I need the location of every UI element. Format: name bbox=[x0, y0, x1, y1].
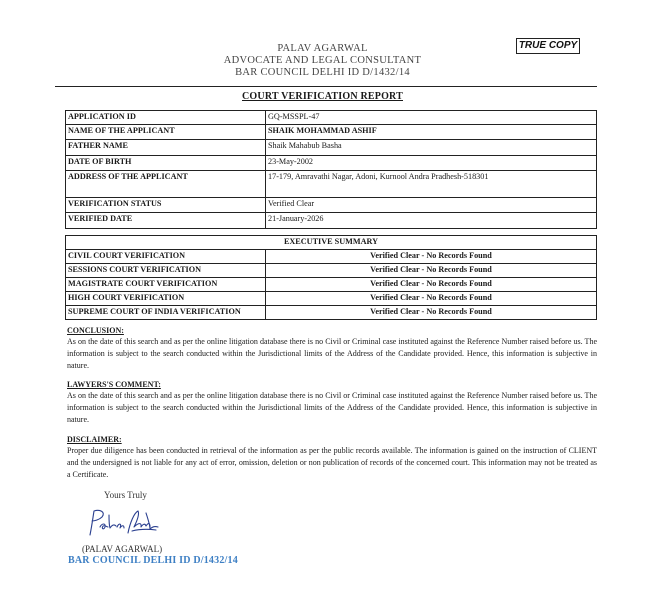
detail-label: APPLICATION ID bbox=[66, 111, 266, 125]
header-divider bbox=[55, 86, 597, 87]
lawyer-bar-id: BAR COUNCIL DELHI ID D/1432/14 bbox=[235, 67, 410, 78]
table-row bbox=[66, 171, 597, 198]
disclaimer-section bbox=[67, 434, 597, 481]
summary-heading: EXECUTIVE SUMMARY bbox=[66, 236, 597, 250]
table-row bbox=[66, 125, 597, 140]
table-row bbox=[66, 213, 597, 229]
detail-value: 17-179, Amravathi Nagar, Adoni, Kurnool Andra Pradhesh-518301 bbox=[266, 171, 597, 198]
detail-value: Shaik Mahabub Basha bbox=[266, 140, 597, 156]
table-row bbox=[66, 156, 597, 171]
lawyer-role: ADVOCATE AND LEGAL CONSULTANT bbox=[223, 55, 422, 66]
detail-value: GQ-MSSPL-47 bbox=[266, 111, 597, 125]
table-row bbox=[66, 306, 597, 320]
summary-value: Verified Clear - No Records Found bbox=[266, 292, 597, 306]
detail-value: 21-January-2026 bbox=[266, 213, 597, 229]
table-row bbox=[66, 250, 597, 264]
lawyers-comment-section bbox=[67, 379, 597, 426]
detail-label: ADDRESS OF THE APPLICANT bbox=[66, 171, 266, 198]
summary-value: Verified Clear - No Records Found bbox=[266, 306, 597, 320]
disclaimer-text: Proper due diligence has been conducted in retrieval of the information as per the public records available. The information is gained on the instruction of CLIENT and the undersigned is not liable for any act of error, omission, deletion or non publication of records of the concerned court. This information may not be treated as a Certificate. bbox=[67, 446, 597, 479]
applicant-details-table bbox=[65, 110, 597, 229]
conclusion-section bbox=[67, 325, 597, 372]
closing-salutation: Yours Truly bbox=[104, 490, 147, 500]
table-row bbox=[66, 264, 597, 278]
table-row bbox=[66, 292, 597, 306]
summary-label: SUPREME COURT OF INDIA VERIFICATION bbox=[66, 306, 266, 320]
detail-value: 23-May-2002 bbox=[266, 156, 597, 171]
table-row bbox=[66, 140, 597, 156]
detail-label: DATE OF BIRTH bbox=[66, 156, 266, 171]
conclusion-text: As on the date of this search and as per the online litigation database there is no Civil or Criminal case instituted against the Reference Number raised before us. The information is subject to the search conducted within the Jurisdictional limits of the Address of the Candidate provided. Hence, this information is subjective in nature. bbox=[67, 337, 597, 370]
lawyers-comment-text: As on the date of this search and as per the online litigation database there is no Civil or Criminal case instituted against the Reference Number raised before us. The information is subject to the search conducted within the Jurisdictional limits of the Address of the Candidate provided. Hence, this information is subjective in nature. bbox=[67, 391, 597, 424]
executive-summary-table bbox=[65, 235, 597, 320]
signatory-bar-id: BAR COUNCIL DELHI ID D/1432/14 bbox=[68, 555, 238, 566]
summary-label: HIGH COURT VERIFICATION bbox=[66, 292, 266, 306]
conclusion-heading: CONCLUSION: bbox=[67, 326, 124, 335]
summary-label: MAGISTRATE COURT VERIFICATION bbox=[66, 278, 266, 292]
summary-label: CIVIL COURT VERIFICATION bbox=[66, 250, 266, 264]
detail-label: VERIFIED DATE bbox=[66, 213, 266, 229]
lawyers-comment-heading: LAWYERS'S COMMENT: bbox=[67, 380, 161, 389]
summary-value: Verified Clear - No Records Found bbox=[266, 264, 597, 278]
summary-label: SESSIONS COURT VERIFICATION bbox=[66, 264, 266, 278]
detail-value: SHAIK MOHAMMAD ASHIF bbox=[266, 125, 597, 140]
true-copy-stamp: TRUE COPY bbox=[516, 38, 580, 54]
table-row bbox=[66, 278, 597, 292]
signature-image bbox=[84, 505, 162, 541]
report-title: COURT VERIFICATION REPORT bbox=[242, 91, 403, 102]
table-row bbox=[66, 198, 597, 213]
summary-value: Verified Clear - No Records Found bbox=[266, 250, 597, 264]
detail-label: FATHER NAME bbox=[66, 140, 266, 156]
detail-value: Verified Clear bbox=[266, 198, 597, 213]
table-row bbox=[66, 236, 597, 250]
summary-value: Verified Clear - No Records Found bbox=[266, 278, 597, 292]
signatory-name: (PALAV AGARWAL) bbox=[82, 544, 163, 554]
lawyer-name: PALAV AGARWAL bbox=[277, 43, 368, 54]
detail-label: NAME OF THE APPLICANT bbox=[66, 125, 266, 140]
disclaimer-heading: DISCLAIMER: bbox=[67, 435, 122, 444]
detail-label: VERIFICATION STATUS bbox=[66, 198, 266, 213]
table-row bbox=[66, 111, 597, 125]
